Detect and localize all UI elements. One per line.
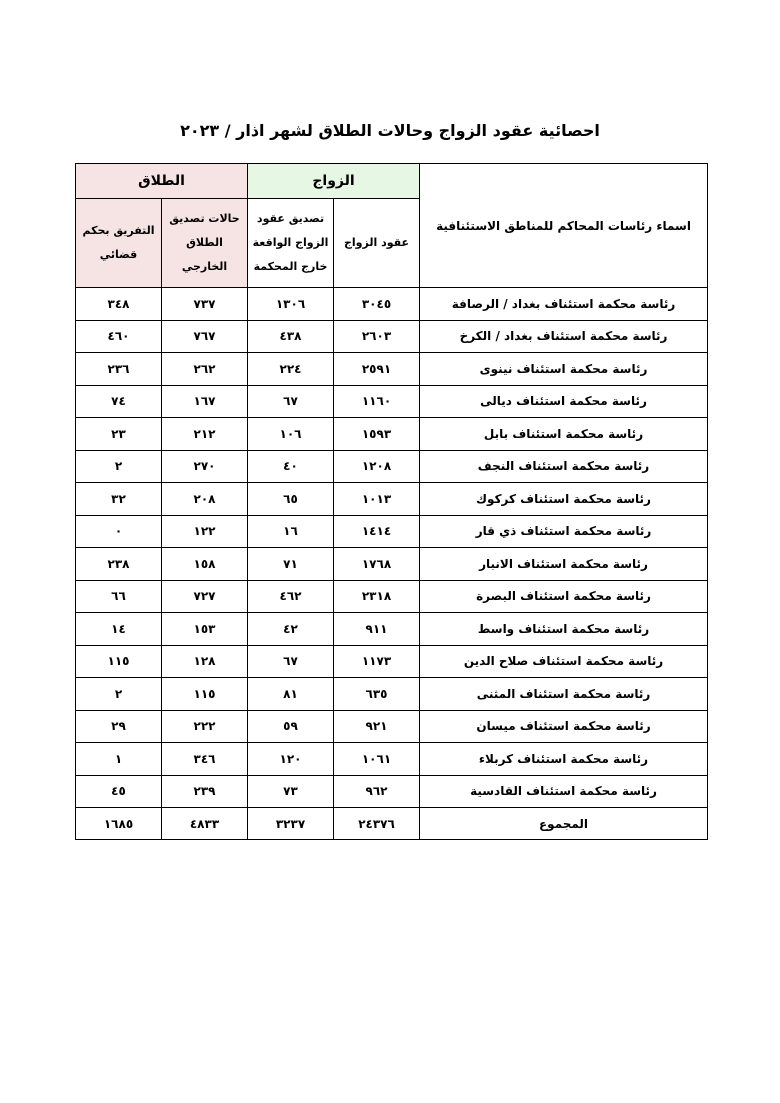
total-divorce-judicial-cell: ١٦٨٥ <box>76 808 162 840</box>
marriage-outside-court-cell: ١٣٠٦ <box>248 288 334 321</box>
divorce-judicial-cell: ٢٩ <box>76 710 162 743</box>
total-divorce-external-cell: ٤٨٣٣ <box>162 808 248 840</box>
header-divorce-external: حالات تصديق الطلاق الخارجي <box>162 199 248 288</box>
divorce-judicial-cell: ٣٤٨ <box>76 288 162 321</box>
marriage-outside-court-cell: ٤٦٢ <box>248 580 334 613</box>
table-row <box>76 580 708 613</box>
table-row <box>76 775 708 808</box>
court-name-cell: رئاسة محكمة استئناف واسط <box>420 613 708 646</box>
divorce-external-cell: ١٦٧ <box>162 385 248 418</box>
marriage-outside-court-cell: ٦٧ <box>248 645 334 678</box>
court-name-cell: رئاسة محكمة استئناف بغداد / الرصافة <box>420 288 708 321</box>
court-name-cell: رئاسة محكمة استئناف ميسان <box>420 710 708 743</box>
marriage-outside-court-cell: ١٠٦ <box>248 418 334 451</box>
marriage-contracts-cell: ١٢٠٨ <box>334 450 420 483</box>
marriage-outside-court-cell: ٦٧ <box>248 385 334 418</box>
header-marriage-outside-court: تصديق عقود الزواج الواقعة خارج المحكمة <box>248 199 334 288</box>
divorce-judicial-cell: ٠ <box>76 515 162 548</box>
marriage-contracts-cell: ٩١١ <box>334 613 420 646</box>
divorce-judicial-cell: ٤٦٠ <box>76 320 162 353</box>
divorce-external-cell: ١٥٣ <box>162 613 248 646</box>
marriage-contracts-cell: ١٠١٣ <box>334 483 420 516</box>
table-row <box>76 743 708 776</box>
marriage-outside-court-cell: ٤٢ <box>248 613 334 646</box>
divorce-judicial-cell: ٦٦ <box>76 580 162 613</box>
header-divorce-judicial: التفريق بحكم قضائي <box>76 199 162 288</box>
court-name-cell: رئاسة محكمة استئناف نينوى <box>420 353 708 386</box>
marriage-contracts-cell: ١١٧٣ <box>334 645 420 678</box>
marriage-contracts-cell: ٢٥٩١ <box>334 353 420 386</box>
court-name-cell: رئاسة محكمة استئناف صلاح الدين <box>420 645 708 678</box>
court-name-cell: رئاسة محكمة استئناف كربلاء <box>420 743 708 776</box>
divorce-judicial-cell: ٧٤ <box>76 385 162 418</box>
divorce-external-cell: ٢٦٢ <box>162 353 248 386</box>
header-divorce-group: الطلاق <box>76 164 248 199</box>
total-marriage-outside-court-cell: ٣٢٣٧ <box>248 808 334 840</box>
divorce-judicial-cell: ٤٥ <box>76 775 162 808</box>
court-name-cell: رئاسة محكمة استئناف ذي قار <box>420 515 708 548</box>
divorce-external-cell: ١٢٨ <box>162 645 248 678</box>
marriage-outside-court-cell: ١٢٠ <box>248 743 334 776</box>
court-name-cell: رئاسة محكمة استئناف المثنى <box>420 678 708 711</box>
table-row <box>76 483 708 516</box>
total-row <box>76 808 708 840</box>
table-row <box>76 418 708 451</box>
marriage-contracts-cell: ٩٢١ <box>334 710 420 743</box>
table-row <box>76 353 708 386</box>
court-name-cell: رئاسة محكمة استئناف القادسية <box>420 775 708 808</box>
divorce-judicial-cell: ٢ <box>76 450 162 483</box>
court-name-cell: رئاسة محكمة استئناف البصرة <box>420 580 708 613</box>
header-marriage-contracts: عقود الزواج <box>334 199 420 288</box>
divorce-external-cell: ٧٣٧ <box>162 288 248 321</box>
divorce-external-cell: ٣٤٦ <box>162 743 248 776</box>
divorce-external-cell: ٢١٢ <box>162 418 248 451</box>
table-row <box>76 548 708 581</box>
court-name-cell: رئاسة محكمة استئناف الانبار <box>420 548 708 581</box>
divorce-judicial-cell: ٢٣٦ <box>76 353 162 386</box>
table-row <box>76 288 708 321</box>
table-row <box>76 678 708 711</box>
divorce-external-cell: ٧٢٧ <box>162 580 248 613</box>
marriage-outside-court-cell: ٨١ <box>248 678 334 711</box>
divorce-judicial-cell: ٢ <box>76 678 162 711</box>
divorce-judicial-cell: ٢٣ <box>76 418 162 451</box>
marriage-outside-court-cell: ٤٣٨ <box>248 320 334 353</box>
divorce-judicial-cell: ٢٣٨ <box>76 548 162 581</box>
table-row <box>76 385 708 418</box>
marriage-outside-court-cell: ٥٩ <box>248 710 334 743</box>
marriage-contracts-cell: ١١٦٠ <box>334 385 420 418</box>
table-row <box>76 320 708 353</box>
table-row <box>76 613 708 646</box>
court-name-cell: رئاسة محكمة استئناف ديالى <box>420 385 708 418</box>
table-row <box>76 450 708 483</box>
marriage-contracts-cell: ٩٦٢ <box>334 775 420 808</box>
marriage-contracts-cell: ٢٣١٨ <box>334 580 420 613</box>
court-name-cell: رئاسة محكمة استئناف بغداد / الكرخ <box>420 320 708 353</box>
divorce-external-cell: ٢٢٢ <box>162 710 248 743</box>
table-body <box>76 288 708 840</box>
marriage-outside-court-cell: ٧١ <box>248 548 334 581</box>
header-court-names: اسماء رئاسات المحاكم للمناطق الاستئنافية <box>420 164 708 288</box>
court-name-cell: رئاسة محكمة استئناف النجف <box>420 450 708 483</box>
divorce-judicial-cell: ١ <box>76 743 162 776</box>
marriage-outside-court-cell: ٢٢٤ <box>248 353 334 386</box>
divorce-external-cell: ١٥٨ <box>162 548 248 581</box>
marriage-contracts-cell: ٢٦٠٣ <box>334 320 420 353</box>
table-row <box>76 645 708 678</box>
table-row <box>76 515 708 548</box>
divorce-external-cell: ٢٣٩ <box>162 775 248 808</box>
marriage-outside-court-cell: ٧٣ <box>248 775 334 808</box>
court-name-cell: رئاسة محكمة استئناف بابل <box>420 418 708 451</box>
marriage-contracts-cell: ١٥٩٣ <box>334 418 420 451</box>
marriage-contracts-cell: ١٤١٤ <box>334 515 420 548</box>
statistics-table <box>75 163 708 840</box>
divorce-external-cell: ١٢٢ <box>162 515 248 548</box>
divorce-external-cell: ٢٧٠ <box>162 450 248 483</box>
marriage-contracts-cell: ١٠٦١ <box>334 743 420 776</box>
marriage-contracts-cell: ٣٠٤٥ <box>334 288 420 321</box>
header-marriage-group: الزواج <box>248 164 420 199</box>
table-row <box>76 710 708 743</box>
total-court-name-cell: المجموع <box>420 808 708 840</box>
divorce-judicial-cell: ١٤ <box>76 613 162 646</box>
marriage-contracts-cell: ٦٣٥ <box>334 678 420 711</box>
marriage-outside-court-cell: ١٦ <box>248 515 334 548</box>
marriage-outside-court-cell: ٤٠ <box>248 450 334 483</box>
court-name-cell: رئاسة محكمة استئناف كركوك <box>420 483 708 516</box>
marriage-contracts-cell: ١٧٦٨ <box>334 548 420 581</box>
divorce-judicial-cell: ٣٢ <box>76 483 162 516</box>
divorce-external-cell: ٢٠٨ <box>162 483 248 516</box>
marriage-outside-court-cell: ٦٥ <box>248 483 334 516</box>
page-title: احصائية عقود الزواج وحالات الطلاق لشهر اذار / ٢٠٢٣ <box>180 121 600 140</box>
total-marriage-contracts-cell: ٢٤٣٧٦ <box>334 808 420 840</box>
divorce-judicial-cell: ١١٥ <box>76 645 162 678</box>
divorce-external-cell: ٧٦٧ <box>162 320 248 353</box>
divorce-external-cell: ١١٥ <box>162 678 248 711</box>
